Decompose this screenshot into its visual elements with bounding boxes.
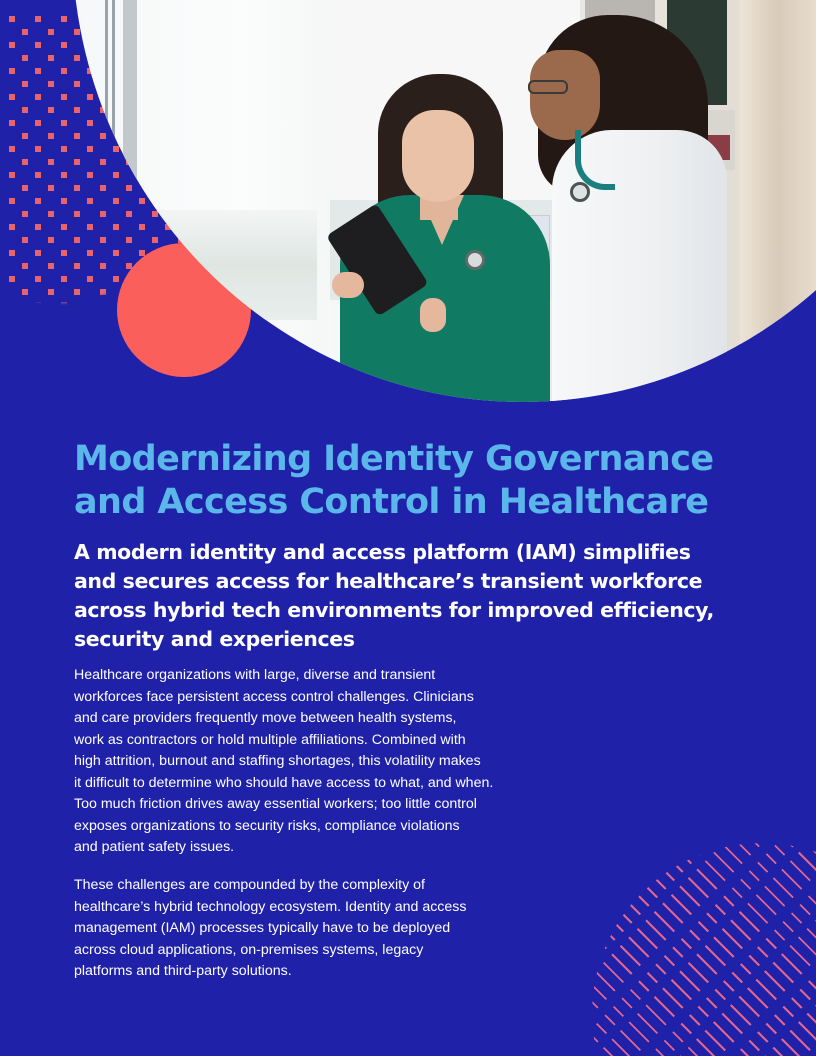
subtitle-line: A modern identity and access platform (IAM) simplifies	[74, 540, 691, 564]
body-paragraph-1	[74, 665, 534, 859]
window-frame	[105, 0, 108, 300]
glasses-icon	[528, 80, 568, 94]
paragraph-line: platforms and third-party solutions.	[74, 963, 292, 979]
window-frame	[112, 0, 115, 300]
stethoscope-icon	[465, 250, 485, 270]
hero-scene	[72, 0, 816, 402]
window-view	[137, 210, 317, 320]
paragraph-line: it difficult to determine who should have access to what, and when.	[74, 774, 494, 791]
paragraph-line: Healthcare organizations with large, diverse and transient	[74, 667, 436, 683]
nurse-hand	[332, 272, 364, 298]
body-paragraph-2	[74, 875, 534, 983]
paragraph-line: healthcare’s hybrid technology ecosystem. Identity and access	[74, 898, 467, 915]
paragraph-line: workforces face persistent access control challenges. Clinicians	[74, 688, 474, 705]
page-subtitle	[74, 538, 774, 654]
door-frame	[740, 0, 816, 402]
subtitle-line: across hybrid tech environments for improved efficiency,	[74, 598, 714, 622]
diagonal-lines-decoration	[592, 843, 816, 1056]
paragraph-line: high attrition, burnout and staffing shortages, this volatility makes	[74, 753, 481, 769]
subtitle-line: and secures access for healthcare’s transient workforce	[74, 569, 703, 593]
hero-photo	[72, 0, 816, 402]
paragraph-line: These challenges are compounded by the complexity of	[74, 877, 425, 893]
title-line: Modernizing Identity Governance	[74, 439, 714, 479]
nurse-hand	[420, 298, 446, 332]
nurse-vneck	[420, 195, 464, 245]
paragraph-line: and care providers frequently move between health systems,	[74, 710, 457, 726]
paragraph-line: work as contractors or hold multiple affiliations. Combined with	[74, 731, 466, 748]
nurse-face	[402, 110, 474, 202]
page-title	[74, 438, 774, 524]
paragraph-line: Too much friction drives away essential workers; too little control	[74, 796, 477, 812]
stethoscope-icon	[570, 182, 590, 202]
paragraph-line: across cloud applications, on-premises systems, legacy	[74, 941, 424, 958]
paragraph-line: exposes organizations to security risks, compliance violations	[74, 817, 460, 834]
paragraph-line: and patient safety issues.	[74, 839, 235, 855]
window-frame	[123, 0, 137, 320]
title-line: and Access Control in Healthcare	[74, 482, 709, 522]
subtitle-line: security and experiences	[74, 627, 355, 651]
paragraph-line: management (IAM) processes typically have to be deployed	[74, 920, 451, 936]
doctor-face	[530, 50, 600, 140]
